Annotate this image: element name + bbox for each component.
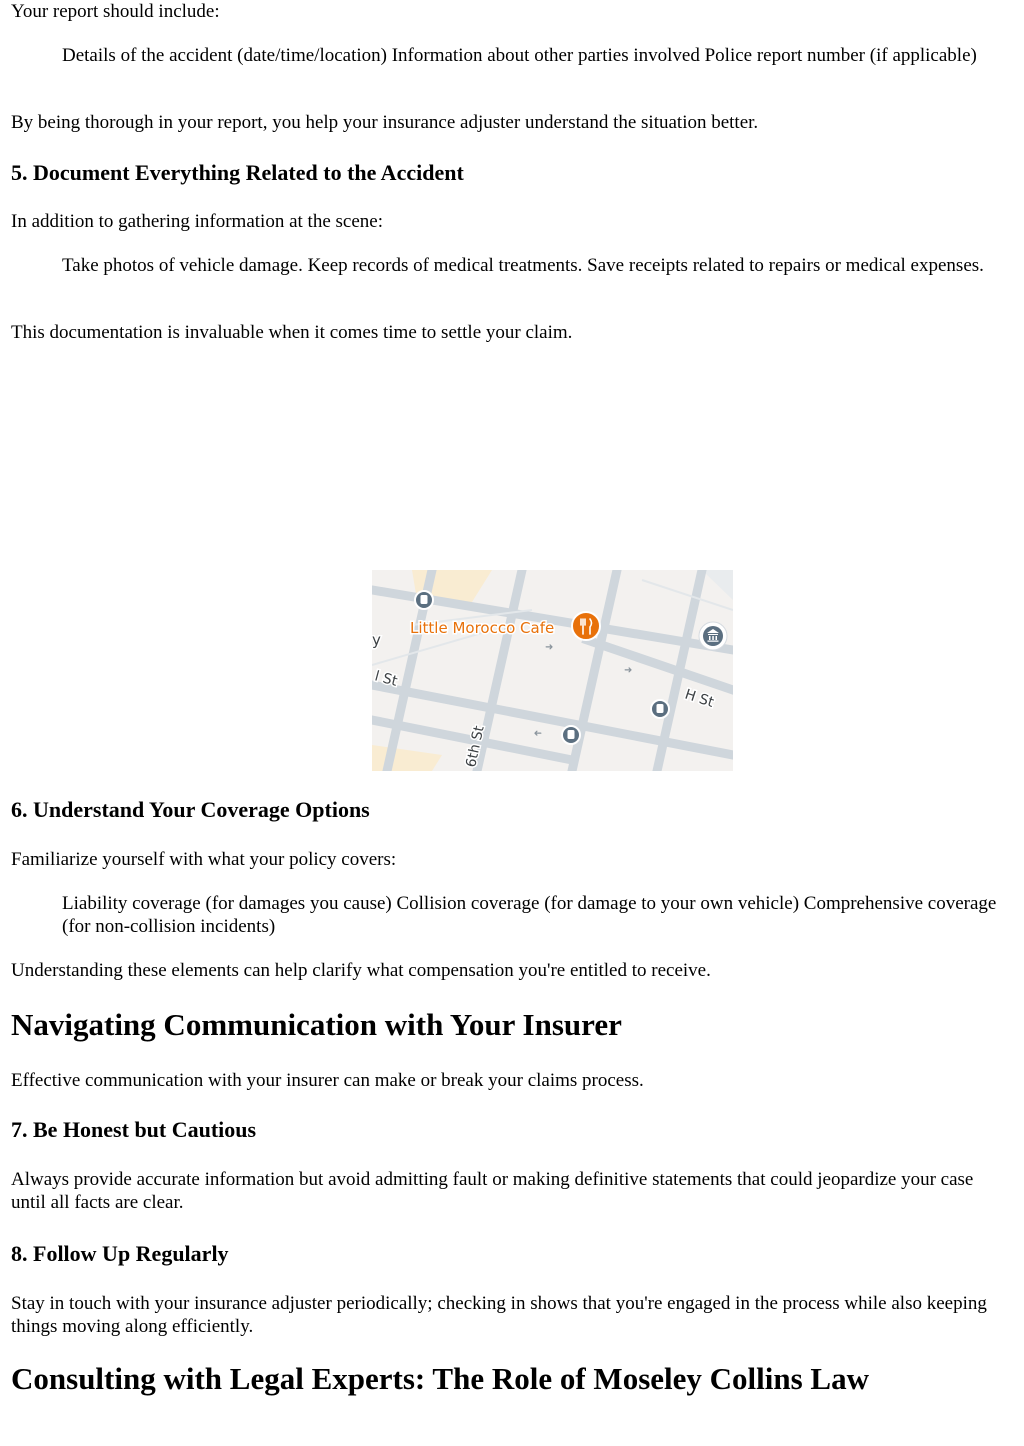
section-7-paragraph: Always provide accurate information but avoid admitting fault or making definitive statements that could jeopardize your case until all facts are clear. bbox=[11, 1169, 974, 1213]
report-intro: Your report should include: bbox=[11, 1, 220, 22]
svg-text:➜: ➜ bbox=[533, 727, 542, 738]
section-6-intro: Familiarize yourself with what your policy covers: bbox=[11, 849, 397, 870]
embedded-map[interactable] bbox=[372, 570, 733, 771]
section-6-closing: Understanding these elements can help clarify what compensation you're entitled to receive. bbox=[11, 960, 711, 981]
navigating-heading: Navigating Communication with Your Insurer bbox=[11, 1007, 622, 1042]
svg-text:➜: ➜ bbox=[624, 665, 633, 676]
section-8-paragraph: Stay in touch with your insurance adjuster periodically; checking in shows that you're engaged in the process while also keeping things moving along efficiently. bbox=[11, 1293, 987, 1337]
transit-icon bbox=[562, 726, 580, 744]
section-7-heading: 7. Be Honest but Cautious bbox=[11, 1117, 257, 1142]
place-label[interactable]: Little Morocco Cafe bbox=[410, 619, 555, 637]
street-label-6th: 6th St bbox=[463, 724, 488, 769]
navigating-paragraph: Effective communication with your insurer can make or break your claims process. bbox=[11, 1070, 644, 1091]
section-5-heading: 5. Document Everything Related to the Accident bbox=[11, 160, 464, 185]
museum-icon[interactable] bbox=[699, 622, 727, 650]
section-5-closing: This documentation is invaluable when it comes time to settle your claim. bbox=[11, 322, 573, 343]
consulting-heading: Consulting with Legal Experts: The Role of Moseley Collins Law bbox=[11, 1361, 869, 1396]
restaurant-icon[interactable] bbox=[572, 612, 600, 640]
transit-icon bbox=[415, 591, 433, 609]
street-label-h: H St bbox=[682, 686, 716, 711]
street-label-partial-st: l St bbox=[372, 668, 400, 690]
section-6-items-list: Liability coverage (for damages you cause) Collision coverage (for damage to your own vehicle) Comprehensive coverage (for non-collision incidents) bbox=[62, 893, 997, 937]
transit-icon bbox=[651, 700, 669, 718]
svg-text:➜: ➜ bbox=[545, 642, 554, 653]
street-label-partial-y: y bbox=[372, 631, 381, 649]
report-items-list: Details of the accident (date/time/location) Information about other parties involved Police report number (if applicable) bbox=[62, 45, 977, 66]
thorough-paragraph: By being thorough in your report, you help your insurance adjuster understand the situation better. bbox=[11, 112, 759, 133]
section-6-heading: 6. Understand Your Coverage Options bbox=[11, 797, 370, 822]
section-8-heading: 8. Follow Up Regularly bbox=[11, 1241, 229, 1266]
section-5-intro: In addition to gathering information at the scene: bbox=[11, 211, 383, 232]
section-5-items-list: Take photos of vehicle damage. Keep records of medical treatments. Save receipts related to repairs or medical expenses. bbox=[62, 255, 984, 276]
